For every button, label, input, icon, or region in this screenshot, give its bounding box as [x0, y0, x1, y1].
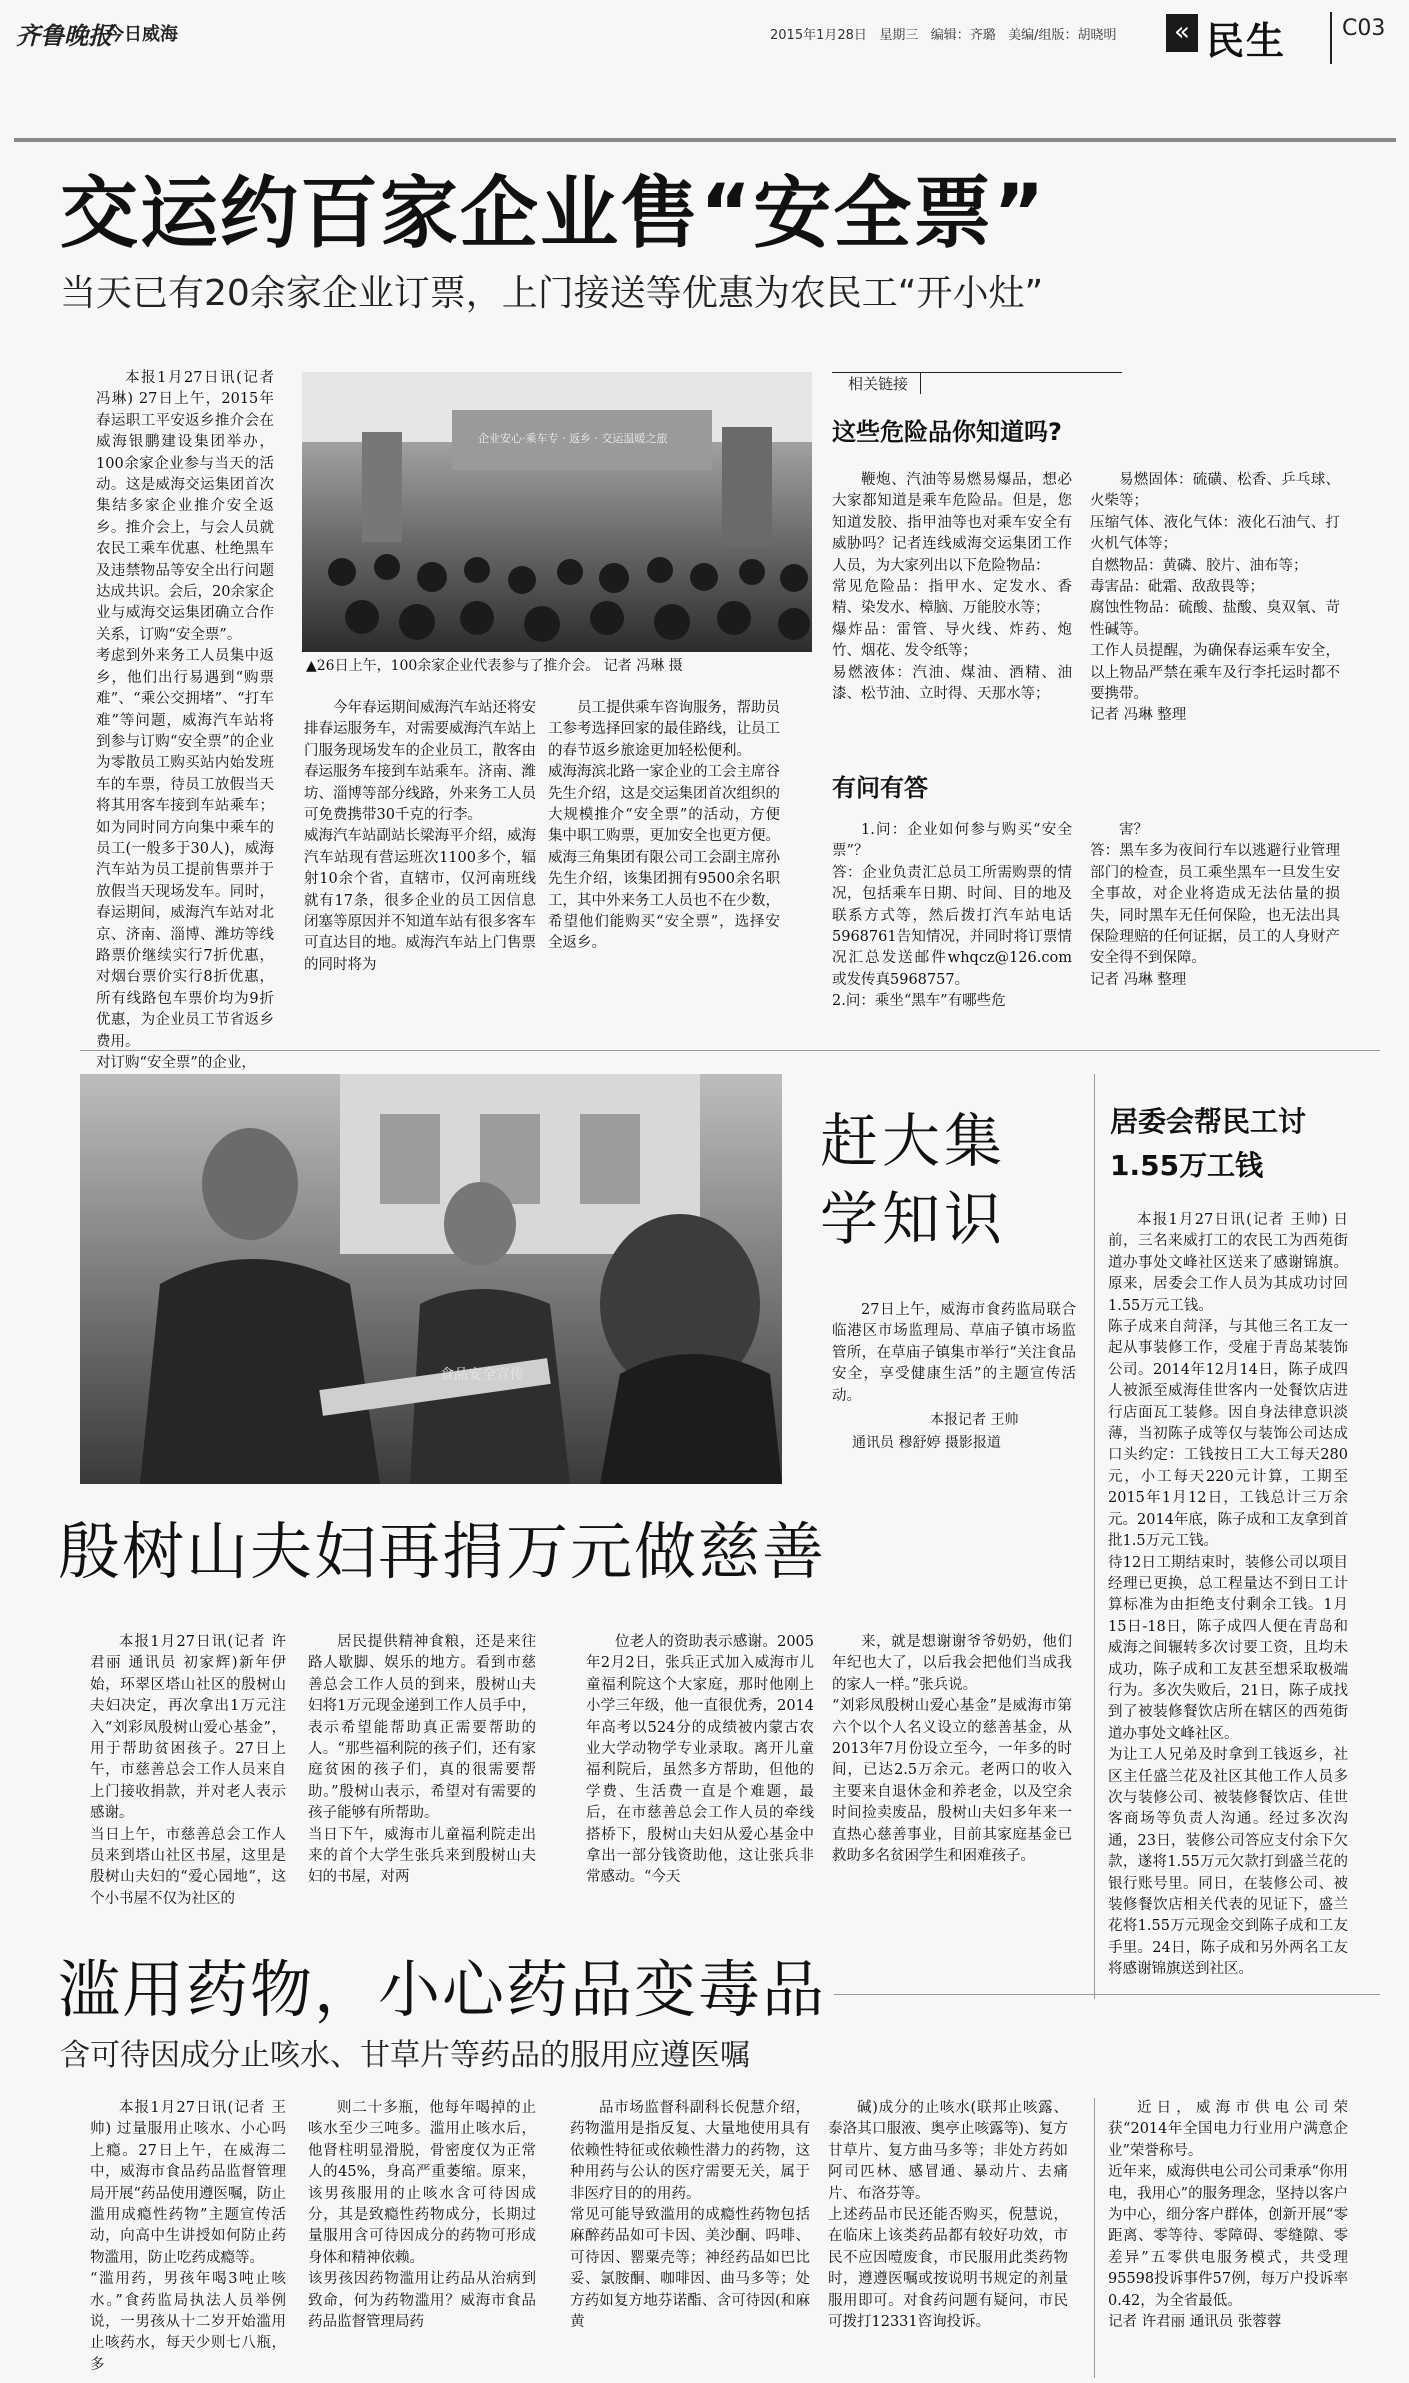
photo-story-image: [80, 1074, 782, 1484]
article4-col1-text: 本报1月27日讯(记者 王帅) 过量服用止咳水、小心吗上瘾。27日上午，在威海二中，威海市食品药品监督管理局开展“药品使用遵医嘱，防止滥用成瘾性药物”主题宣传活动，向高中生讲授如何防止药物滥用，防止吃药成瘾等。 “滥用药，男孩年喝3吨止咳水。”食药监局执法人员举例说，一男孩从十二岁开始滥用止咳药水，每天少则七八瓶，多: [90, 2100, 286, 2373]
article1-col2-text: 今年春运期间威海汽车站还将安排春运服务车，对需要威海汽车站上门服务现场发车的企业员工，散客由春运服务车接到车站乘车。济南、潍坊、淄博等部分线路，外来务工人员可免费携带30千克的行李。 威海汽车站副站长梁海平介绍，威海汽车站现有营运班次1100多个，辐射10余个省，直辖市，仅河南班线就有17条，很多企业的员工因信息闭塞等原因并不知道车站有很多客车可直达目的地。威海汽车站上门售票的同时将为: [304, 700, 536, 973]
sidebar-colB: [1090, 470, 1340, 760]
article2-col4: [832, 1632, 1072, 1962]
article2-headline: 殷树山夫妇再捐万元做慈善: [58, 1515, 827, 1588]
sidebar-colB-text: 易燃固体：硫磺、松香、乒乓球、火柴等； 压缩气体、液化气体：液化石油气、打火机气体等； 自燃物品：黄磷、胶片、油布等； 毒害品：砒霜、敌敌畏等； 腐蚀性物品：硫酸、盐酸、臭双氧、苛性碱等。 工作人员提醒，为确保春运乘车安全，以上物品严禁在乘车及行李托运时都不要携带。 记者 冯琳 整理: [1090, 472, 1340, 724]
article2-col2: [308, 1632, 536, 1962]
photo-story-headline-2: 学知识: [820, 1185, 1007, 1253]
article3-headline: [1110, 1100, 1350, 1188]
qa-title: 有问有答: [832, 774, 928, 802]
article4-col2: [308, 2098, 536, 2378]
page-number: C03: [1342, 16, 1386, 41]
article4-col3: [570, 2098, 810, 2378]
market-photo-illustration: [80, 1074, 782, 1484]
article5-body-text: 近日，威海市供电公司荣获“2014年全国电力行业用户满意企业”荣誉称号。 近年来，威海供电公司公司秉承“你用电，我用心”的服务理念，坚持以客户为中心，细分客户群体，创新开展“零距离、零等待、零障碍、零缝隙、零差异”五零供电服务模式，共受理95598投诉事件57例，每万户投诉率0.42，为全省最低。 记者 许君丽 通讯员 张蓉蓉: [1108, 2100, 1348, 2331]
date-line: [770, 24, 1117, 43]
article4-col4: [828, 2098, 1068, 2378]
article1-subhead: 当天已有20余家企业订票，上门接送等优惠为农民工“开小灶”: [60, 273, 1044, 314]
designer: 美编/组版：胡晓明: [1008, 28, 1117, 43]
article4-headline: 滥用药物，小心药品变毒品: [58, 1952, 834, 2028]
article5-left-rule: [1094, 2098, 1095, 2378]
article1-col3: [548, 698, 780, 1018]
photo-story-caption: [832, 1300, 1076, 1408]
masthead-divider: [1330, 12, 1332, 64]
article1-photo-caption: ▲26日上午，100余家企业代表参与了推介会。 记者 冯琳 摄: [306, 658, 683, 674]
paper-name: 齐鲁晚报: [16, 21, 112, 50]
article2-col1: [90, 1632, 286, 1962]
article2-col1-text: 本报1月27日讯(记者 许君丽 通讯员 初家辉)新年伊始，环翠区塔山社区的殷树山夫妇决定，再次拿出1万元注入“刘彩凤殷树山爱心基金”，用于帮助贫困孩子。27日上午，市慈善总会工作人员来自上门接收捐款，并对老人表示感谢。 当日上午，市慈善总会工作人员来到塔山社区书屋，这里是殷树山夫妇的“爱心园地”，这个小书屋不仅为社区的: [90, 1634, 286, 1907]
article2-col3: [586, 1632, 814, 1962]
article3-left-rule: [1094, 1074, 1095, 1999]
article4-col1: [90, 2098, 286, 2378]
article1-headline: 交运约百家企业售“安全票”: [60, 169, 1047, 259]
sidebar-colA: [832, 470, 1072, 760]
article4-col4-text: 碱)成分的止咳水(联邦止咳露、泰洛其口服液、奥亭止咳露等)、复方甘草片、复方曲马多等；非处方药如阿司匹林、感冒通、暴动片、去痛片、布洛芬等。 上述药品市民还能否购买，倪慧说，在临床上该类药品都有较好功效，市民不应因噎废食，市民服用此类药物时，遵遵医嘱或按说明书规定的剂量服用即可。对食药问题有疑问，市民可拨打12331咨询投诉。: [828, 2100, 1068, 2331]
sidebar-title: 这些危险品你知道吗?: [832, 418, 1062, 446]
article4-subhead: 含可待因成分止咳水、甘草片等药品的服用应遵医嘱: [60, 2038, 750, 2073]
article2-col4-text: 来，就是想谢谢爷爷奶奶，他们年纪也大了，以后我会把他们当成我的家人一样。”张兵说。 “刘彩凤殷树山爱心基金”是威海市第六个以个人名义设立的慈善基金，从2013年7月份设立至今，一年多的时间，已达2.5万余元。老两口的收入主要来自退休金和养老金，以及空余时间捡卖废品，殷树山夫妇多年来一直热心慈善事业，目前其家庭基金已救助多名贫困学生和困难孩子。: [832, 1634, 1072, 1865]
weekday: 星期三: [879, 28, 919, 43]
qa-colB-text: 害？ 答：黑车多为夜间行车以逃避行业管理部门的检查，员工乘坐黑车一旦发生安全事故，对企业将造成无法估量的损失，同时黑车无任何保险，也无法出具保险理赔的任何证据，员工的人身财产安全得不到保障。 记者 冯琳 整理: [1090, 822, 1340, 988]
sidebar-colA-text: 鞭炮、汽油等易燃易爆品，想必大家都知道是乘车危险品。但是，您知道发胶、指甲油等也对乘车安全有威胁吗？记者连线威海交运集团工作人员，为大家列出以下危险物品： 常见危险品：指甲水、定发水、香精、染发水、樟脑、万能胶水等； 爆炸品：雷管、导火线、炸药、炮竹、烟花、发令纸等； 易燃液体：汽油、煤油、酒精、油漆、松节油、立时得、天那水等；: [832, 472, 1072, 703]
article4-col2-text: 则二十多瓶，他每年喝掉的止咳水至少三吨多。滥用止咳水后，他肾柱明显滑脱，骨密度仅为正常人的45%，身高严重萎缩。原来，该男孩服用的止咳水含可待因成分，其是致瘾性药物成分，长期过量服用含可待因成分的药物可形成身体和精神依赖。 该男孩因药物滥用让药品从治病到致命，何为药物滥用？威海市食品药品监督管理局药: [308, 2100, 536, 2331]
photo-story-banner: 食品安全宣传: [440, 1367, 524, 1383]
article5-body: [1108, 2098, 1348, 2378]
photo-story-credit-1: 本报记者 王帅: [930, 1412, 1019, 1428]
sidebar-tag: 相关链接: [836, 373, 921, 394]
photo-banner-text: 企业安心·乘车专 · 返乡 · 交运温暖之旅: [478, 432, 668, 445]
masthead: [0, 0, 1409, 80]
conference-photo-illustration: [302, 372, 812, 652]
photo-story-headline-1: 赶大集: [820, 1107, 1007, 1175]
section-rule-1: [80, 1050, 1380, 1051]
section-chevron-icon: «: [1166, 14, 1198, 52]
article1-photo: [302, 372, 812, 652]
article1-col1-text: 本报1月27日讯(记者 冯琳) 27日上午，2015年春运职工平安返乡推介会在威海银鹏建设集团举办，100余家企业参与当天的活动。这是威海交运集团首次集结多家企业推介安全返乡。推介会上，与会人员就农民工乘车优惠、杜绝黑车及违禁物品等安全出行问题达成共识。会后，20余家企业与威海交运集团确立合作关系，订购“安全票”。 考虑到外来务工人员集中返乡，他们出行易遇到“购票难”、“乘公交拥堵”、“打车难”等问题，威海汽车站将到参与订购“安全票”的企业为零散员工购买站内始发班车的车票，待员工放假当天将其用客车接到车站乘车；如为同时同方向集中乘车的员工(一般多于30人)，威海汽车站为员工提前售票并于放假当天现场发车。同时，春运期间，威海汽车站对北京、济南、淄博、潍坊等线路票价继续实行7折优惠，对烟台票价实行8折优惠，所有线路包车票价均为9折优惠，为企业员工节省返乡费用。 对订购“安全票”的企业，: [96, 370, 274, 1071]
qa-colB: [1090, 820, 1340, 1020]
qa-colA: [832, 820, 1072, 1020]
editor: 编辑：齐璐: [930, 28, 996, 43]
article2-col2-text: 居民提供精神食粮，还是来往路人歇脚、娱乐的地方。看到市慈善总会工作人员的到来，殷树山夫妇将1万元现金递到工作人员手中，表示希望能帮助真正需要帮助的人。“那些福利院的孩子们，还有家庭贫困的孩子们，真的很需要帮助。”殷树山表示，希望对有需要的孩子能够有所帮助。 当日下午，威海市儿童福利院走出来的首个大学生张兵来到殷树山夫妇的书屋，对两: [308, 1634, 536, 1886]
article3-body-text: 本报1月27日讯(记者 王帅) 日前，三名来威打工的农民工为西苑街道办事处文峰社区送来了感谢锦旗。原来，居委会工作人员为其成功讨回1.55万元工钱。 陈子成来自菏泽，与其他三名工友一起从事装修工作，受雇于青岛某装饰公司。2014年12月14日，陈子成四人被派至威海佳世客内一处餐饮店进行店面瓦工装修。因自身法律意识淡薄，当初陈子成等仅与装饰公司达成口头约定：工钱按日工大工每天280元，小工每天220元计算，工期至2015年1月12日，工钱总计三万余元。2014年底，陈子成和工友拿到首批1.5万元工钱。 待12日工期结束时，装修公司以项目经理已更换，总工程量达不到日工计算标准为由拒绝支付剩余工钱。1月15日-18日，陈子成四人便在青岛和威海之间辗转多次讨要工资，且均未成功，陈子成和工友甚至想采取极端行为。多次失败后，21日，陈子成找到了被装修餐饮店所在辖区的西苑街道办事处文峰社区。 为让工人兄弟及时拿到工钱返乡，社区主任盛兰花及社区其他工作人员多次与装修公司、被装修餐饮店、佳世客商场等负责人沟通。经过多次沟通，23日，装修公司答应支付余下欠款，遂将1.55万元欠款打到盛兰花的银行账号里。同日，在装修公司、被装修餐饮店相关代表的见证下，盛兰花将1.55万元现金交到陈子成和工友手里。24日，陈子成和另外两名工友将感谢锦旗送到社区。: [1108, 1212, 1348, 1978]
qa-colA-text: 1.问：企业如何参与购买“安全票”？ 答：企业负责汇总员工所需购票的情况，包括乘车日期、时间、目的地及联系方式等，然后拨打汽车站电话5968761告知情况，并同时将订票情况汇总发送邮件whqcz@126.com或发传真5968757。 2.问：乘坐“黑车”有哪些危: [832, 822, 1072, 1010]
article1-col2: [304, 698, 536, 1018]
top-rule: [14, 138, 1396, 142]
article2-col3-text: 位老人的资助表示感谢。2005年2月2日，张兵正式加入威海市儿童福利院这个大家庭，那时他刚上小学三年级，他一直很优秀，2014年高考以524分的成绩被内蒙古农业大学动物学专业录取。离开儿童福利院后，虽然多方帮助，但他的学费、生活费一直是个难题，最后，在市慈善总会工作人员的牵线搭桥下，殷树山夫妇从爱心基金中拿出一部分钱资助他，这让张兵非常感动。“今天: [586, 1634, 814, 1886]
article3-headline-text: 居委会帮民工讨1.55万工钱: [1110, 1105, 1307, 1182]
article1-col1: [96, 368, 274, 1071]
photo-story-caption-text: 27日上午，威海市食药监局联合临港区市场监理局、草庙子镇市场监管所，在草庙子镇集市举行“关注食品安全，享受健康生活”的主题宣传活动。: [832, 1302, 1076, 1404]
photo-story-credit-2: 通讯员 穆舒婷 摄影报道: [852, 1435, 1001, 1451]
article4-col3-text: 品市场监督科副科长倪慧介绍，药物滥用是指反复、大量地使用具有依赖性特征或依赖性潜力的药物，这种用药与公认的医疗需要无关，属于非医疗目的的用药。 常见可能导致滥用的成瘾性药物包括麻醉药品如可卡因、美沙酮、吗啡、可待因、罂粟壳等；神经药品如巴比妥、氯胺酮、咖啡因、曲马多等；处方药如复方地芬诺酯、含可待因(和麻黄: [570, 2100, 810, 2331]
date: 2015年1月28日: [770, 28, 867, 43]
article1-col3-text: 员工提供乘车咨询服务，帮助员工参考选择回家的最佳路线，让员工的春节返乡旅途更加轻松便利。 威海海滨北路一家企业的工会主席谷先生介绍，这是交运集团首次组织的大规模推介“安全票”的活动，方便集中职工购票，更加安全也更方便。威海三角集团有限公司工会副主席孙先生介绍，该集团拥有9500余名职工，其中外来务工人员也不在少数，希望他们能购买“安全票”，选择安全返乡。: [548, 700, 780, 952]
article3-body: [1108, 1210, 1348, 1990]
section-title: 民生: [1206, 19, 1287, 63]
edition-name: 今日威海: [106, 24, 178, 45]
